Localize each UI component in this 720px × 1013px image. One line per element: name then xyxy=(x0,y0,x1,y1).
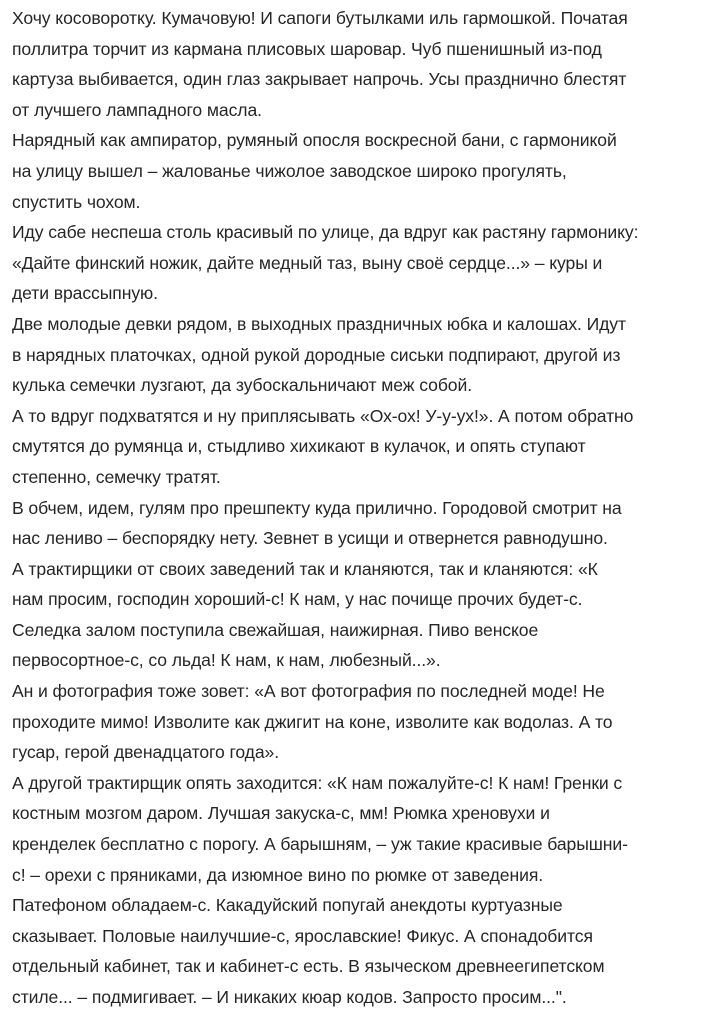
text-line: с! – орехи с пряниками, да изюмное вино по рюмке от заведения. xyxy=(12,864,544,885)
text-line: нас лениво – беспорядку нету. Зевнет в усищи и отвернется равнодушно. xyxy=(12,528,608,549)
paragraph xyxy=(12,768,712,1013)
text-line: кренделек бесплатно с порогу. А барышням, – уж такие красивые барышни- xyxy=(12,834,628,855)
text-line: сказывает. Половые наилучшие-с, ярославские! Фикус. А спонадобится xyxy=(12,925,593,946)
paragraph xyxy=(12,676,712,768)
text-line: стиле... – подмигивает. – И никаких кюар кодов. Запросто просим...". xyxy=(12,987,567,1007)
text-line: нам просим, господин хороший-с! К нам, у нас почище прочих будет-с. xyxy=(12,589,583,610)
text-line: отдельный кабинет, так и кабинет-с есть. В языческом древнеегипетском xyxy=(12,956,605,977)
paragraph xyxy=(12,554,712,676)
text-line: В обчем, идем, гулям про прешпекту куда прилично. Городовой смотрит на xyxy=(12,497,622,518)
text-line: на улицу вышел – жалованье чижолое заводское широко прогулять, xyxy=(12,160,567,181)
text-line: Две молодые девки рядом, в выходных праздничных юбка и калошах. Идут xyxy=(12,313,626,334)
text-line: Хочу косоворотку. Кумачовую! И сапоги бутылками иль гармошкой. Початая xyxy=(12,8,628,28)
text-line: поллитра торчит из кармана плисовых шаровар. Чуб пшенишный из-под xyxy=(12,38,602,59)
text-line: первосортное-с, со льда! К нам, к нам, любезный...». xyxy=(12,650,441,671)
text-line: Иду сабе неспеша столь красивый по улице, да вдруг как растяну гармонику: xyxy=(12,222,639,243)
article-text xyxy=(12,3,712,1013)
text-line: «Дайте финский ножик, дайте медный таз, выну своё сердце...» – куры и xyxy=(12,252,603,273)
paragraph xyxy=(12,493,712,554)
text-line: смутятся до румянца и, стыдливо хихикают в кулачок, и опять ступают xyxy=(12,436,586,457)
text-line: Патефоном обладаем-с. Какадуйский попугай анекдоты куртуазные xyxy=(12,895,563,916)
text-line: степенно, семечку тратят. xyxy=(12,466,221,487)
paragraph xyxy=(12,217,712,309)
text-line: дети врассыпную. xyxy=(12,283,158,304)
text-line: Ан и фотография тоже зовет: «А вот фотография по последней моде! Не xyxy=(12,681,605,702)
paragraph xyxy=(12,309,712,401)
text-line: Селедка залом поступила свежайшая, наижирная. Пиво венское xyxy=(12,619,539,640)
text-line: спустить чохом. xyxy=(12,191,141,212)
text-line: костным мозгом даром. Лучшая закуска-с, мм! Рюмка хреновухи и xyxy=(12,803,550,824)
text-line: картуза выбивается, один глаз закрывает напрочь. Усы празднично блестят xyxy=(12,69,627,90)
text-line: А другой трактирщик опять заходится: «К нам пожалуйте-с! К нам! Гренки с xyxy=(12,772,623,793)
text-line: гусар, герой двенадцатого года». xyxy=(12,742,280,763)
paragraph xyxy=(12,401,712,493)
text-line: Нарядный как ампиратор, румяный опосля воскресной бани, с гармоникой xyxy=(12,130,617,151)
text-line: в нарядных платочках, одной рукой дородные сиськи подпирают, другой из xyxy=(12,344,621,365)
text-line: проходите мимо! Изволите как джигит на коне, изволите как водолаз. А то xyxy=(12,711,613,732)
paragraph xyxy=(12,3,712,125)
text-line: от лучшего лампадного масла. xyxy=(12,99,262,120)
text-line: кулька семечки лузгают, да зубоскальничают меж собой. xyxy=(12,375,472,396)
text-line: А трактирщики от своих заведений так и кланяются, так и кланяются: «К xyxy=(12,558,598,579)
paragraph xyxy=(12,125,712,217)
text-line: А то вдруг подхватятся и ну приплясывать «Ох-ох! У-у-ух!». А потом обратно xyxy=(12,405,634,426)
